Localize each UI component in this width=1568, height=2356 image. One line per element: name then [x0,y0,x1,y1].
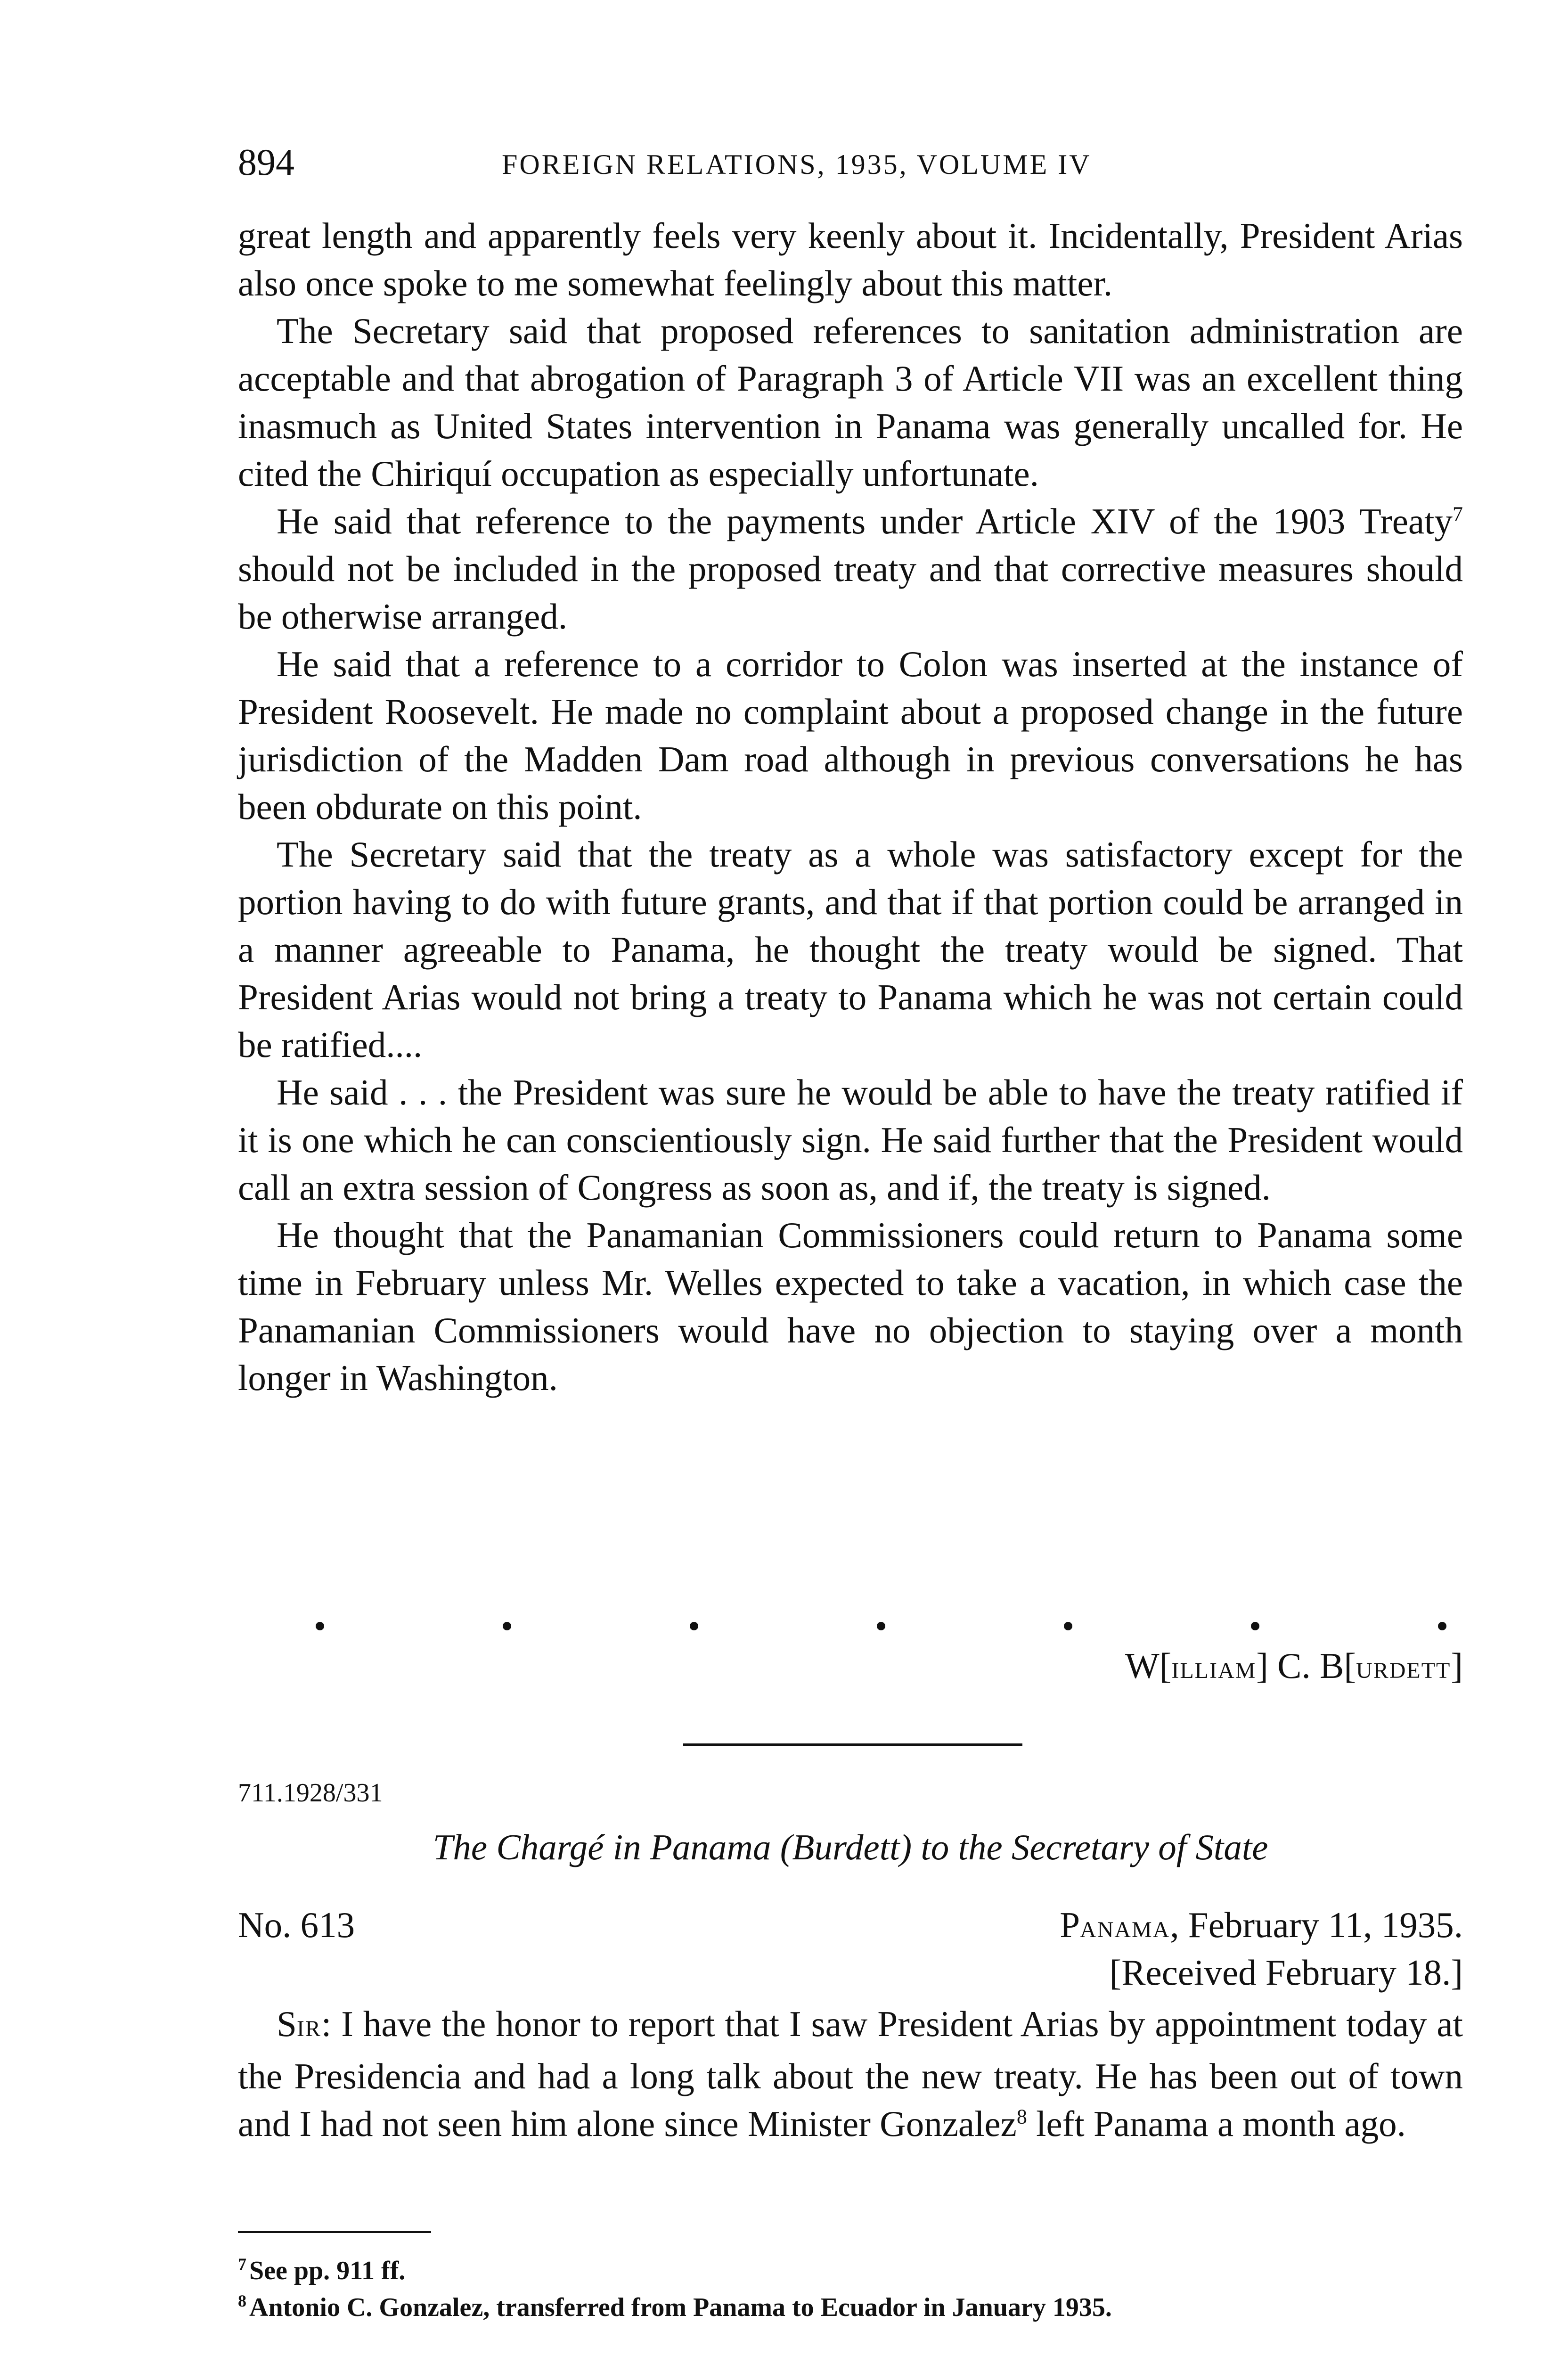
paragraph-2: The Secretary said that proposed references to sanitation administration are acceptable and that abrogation of Paragraph 3 of Article VII was an excellent thing inasmuch as United States intervention in Panama was generally uncalled for. He cited the Chiriquí occupation as especially unfortunate. [238,311,1463,494]
footnote-7: 7 See pp. 911 ff. [238,2255,406,2285]
footnotes [238,2252,1463,2326]
paragraph-5: The Secretary said that the treaty as a whole was satisfactory except for the portion having to do with future grants, and that if that portion could be arranged in a manner agreeable to Panama, he thought the treaty would be signed. That President Arias would not bring a treaty to Panama which he was not certain could be ratified.... [238,834,1463,1065]
body-text [238,212,1463,1402]
omission-dot [1438,1622,1446,1630]
salutation: S [277,2004,297,2044]
letter-paragraph [238,2000,1463,2148]
signature-line [1125,1640,1463,1697]
signature-part: URDETT [1356,1658,1451,1683]
footnote-divider [238,2231,431,2233]
omission-dot [316,1622,324,1630]
omission-dots [316,1612,1446,1640]
dateline-place: ANAMA [1080,1917,1170,1942]
signature-part: ILLIAM [1171,1658,1257,1683]
file-number: 711.1928/331 [238,1778,383,1808]
omission-dot [690,1622,698,1630]
omission-dot [1251,1622,1259,1630]
paragraph-6: He said . . . the President was sure he would be able to have the treaty ratified if it is one which he can conscientiously sign. He said further that the President would call an extra session of Congress as soon as, and if, the treaty is signed. [238,1072,1463,1208]
running-title: FOREIGN RELATIONS, 1935, VOLUME IV [502,149,1092,180]
document-heading: The Chargé in Panama (Burdett) to the Secretary of State [433,1827,1268,1867]
omission-dot [1064,1622,1072,1630]
dateline [1060,1901,1463,1954]
paragraph-3 [238,498,1463,640]
footnote-text: Antonio C. Gonzalez, transferred from Panama to Ecuador in January 1935. [249,2293,1112,2322]
paragraph-3-text-b: should not be included in the proposed treaty and that corrective measures should be otherwise arranged. [238,548,1463,637]
section-divider [683,1743,1022,1746]
running-header [238,137,1463,193]
footnote-text: See pp. 911 ff. [249,2256,406,2285]
salutation: IR [296,2016,321,2041]
footnote-8: 8 Antonio C. Gonzalez, transferred from Panama to Ecuador in January 1935. [238,2291,1112,2322]
paragraph-3-text-a: He said that reference to the payments under Article XIV of the 1903 Treaty [277,501,1453,541]
document-number: No. 613 [238,1905,355,1945]
page-number: 894 [238,142,294,183]
paragraph-4: He said that a reference to a corridor to Colon was inserted at the instance of President Roosevelt. He made no complaint about a proposed change in the future jurisdiction of the Madden Dam road although in previous conversations he has been obdurate on this point. [238,644,1463,827]
paragraph-7: He thought that the Panamanian Commissioners could return to Panama some time in February unless Mr. Welles expected to take a vacation, in which case the Panamanian Commissioners would have no objection to staying over a month longer in Washington. [238,1215,1463,1398]
paragraph-1: great length and apparently feels very keenly about it. Incidentally, President Arias also once spoke to me somewhat feelingly about this matter. [238,215,1463,303]
letter-text-a: : I have the honor to report that I saw President Arias by appointment today at the Presidencia and had a long talk about the new treaty. He has been out of town and I had not seen him alone since Minister Gonzalez [238,2004,1463,2144]
letter-text [238,2000,1463,2148]
signature-part: ] C. B[ [1256,1645,1356,1686]
signature-part: ] [1451,1645,1463,1686]
omission-dot [503,1622,511,1630]
dateline-date: , February 11, 1935. [1170,1905,1463,1945]
received-date: [Received February 18.] [1109,1952,1463,1993]
footnote-ref-8[interactable]: 8 [1016,2105,1027,2128]
dateline-place: P [1060,1905,1080,1945]
footnote-ref-7[interactable]: 7 [1453,502,1463,526]
omission-dot [877,1622,885,1630]
letter-text-b: left Panama a month ago. [1027,2103,1406,2144]
signature-part: W[ [1125,1645,1172,1686]
